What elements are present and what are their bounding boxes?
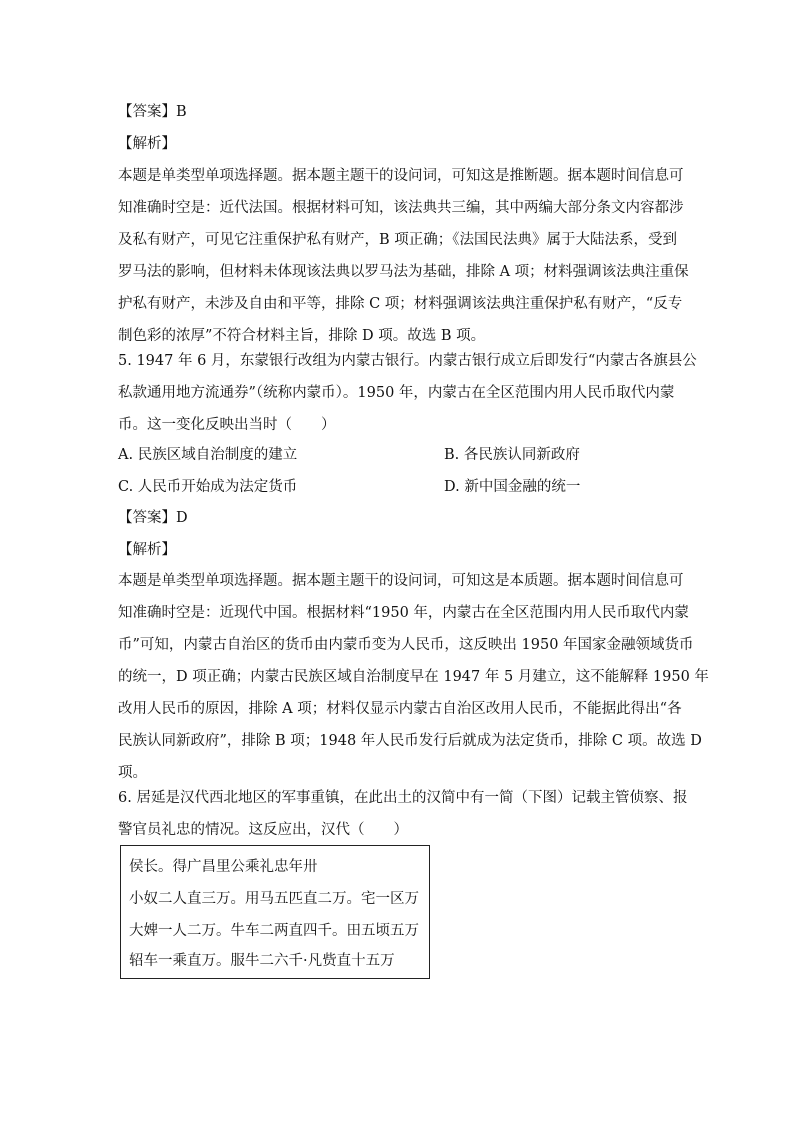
q4-analysis-line: 护私有财产，未涉及自由和平等，排除 C 项；材料强调该法典注重保护私有财产，“反专 [118, 296, 683, 312]
q5-analysis-line: 改用人民币的原因，排除 A 项；材料仅显示内蒙古自治区改用人民币，不能据此得出“各 [118, 701, 682, 717]
q4-analysis-line: 知准确时空是：近代法国。根据材料可知，该法典共三编，其中两编大部分条文内容都涉 [118, 200, 684, 216]
q5-option-a: A. 民族区域自治制度的建立 [118, 447, 298, 463]
q6-material-line: 侯长。得广昌里公乘礼忠年卅 [129, 859, 318, 875]
q5-analysis-line: 知准确时空是：近现代中国。根据材料“1950 年，内蒙古在全区范围内用人民币取代内蒙 [118, 605, 689, 621]
q5-stem-line: 币。这一变化反映出当时（ ） [118, 417, 336, 433]
q6-material-line: 轺车一乘直万。服牛二六千·凡赀直十五万 [129, 953, 395, 969]
q4-analysis-line: 制色彩的浓厚”不符合材料主旨，排除 D 项。故选 B 项。 [118, 328, 486, 344]
q5-analysis-heading: 【解析】 [118, 542, 176, 558]
q6-stem-line: 6. 居延是汉代西北地区的军事重镇，在此出土的汉简中有一简（下图）记载主管侦察、报 [118, 790, 688, 806]
q4-answer: 【答案】B [118, 104, 187, 120]
q5-answer: 【答案】D [118, 510, 188, 526]
q6-stem-line: 警官员礼忠的情况。这反应出，汉代（ ） [118, 822, 408, 838]
q5-analysis-line: 币”可知，内蒙古自治区的货币由内蒙币变为人民币，这反映出 1950 年国家金融领域货币 [118, 637, 694, 653]
q5-analysis-line: 民族认同新政府”，排除 B 项；1948 年人民币发行后就成为法定货币，排除 C 项。故选 D [118, 733, 702, 749]
q4-analysis-line: 罗马法的影响，但材料未体现该法典以罗马法为基础，排除 A 项；材料强调该法典注重保 [118, 264, 689, 280]
q5-analysis-line: 项。 [118, 765, 147, 781]
q5-option-b: B. 各民族认同新政府 [444, 447, 580, 463]
q5-analysis-line: 本题是单类型单项选择题。据本题主题干的设问词，可知这是本质题。据本题时间信息可 [118, 573, 684, 589]
q5-analysis-line: 的统一，D 项正确；内蒙古民族区域自治制度早在 1947 年 5 月建立，这不能解释 1950 年 [118, 669, 709, 685]
q5-stem-line: 私款通用地方流通券”（统称内蒙币）。1950 年，内蒙古在全区范围内用人民币取代内蒙 [118, 385, 675, 401]
q5-option-d: D. 新中国金融的统一 [444, 479, 581, 495]
q4-analysis-heading: 【解析】 [118, 136, 176, 152]
q5-stem-line: 5. 1947 年 6 月，东蒙银行改组为内蒙古银行。内蒙古银行成立后即发行“内蒙古各旗县公 [118, 353, 697, 369]
q6-material-line: 小奴二人直三万。用马五匹直二万。宅一区万 [129, 891, 419, 907]
q6-material-box [120, 845, 430, 979]
q4-analysis-line: 本题是单类型单项选择题。据本题主题干的设问词，可知这是推断题。据本题时间信息可 [118, 168, 684, 184]
q6-material-line: 大婢一人二万。牛车二两直四千。田五顷五万 [129, 923, 419, 939]
q5-option-c: C. 人民币开始成为法定货币 [118, 479, 298, 495]
q4-analysis-line: 及私有财产，可见它注重保护私有财产，B 项正确；《法国民法典》属于大陆法系，受到 [118, 232, 678, 248]
